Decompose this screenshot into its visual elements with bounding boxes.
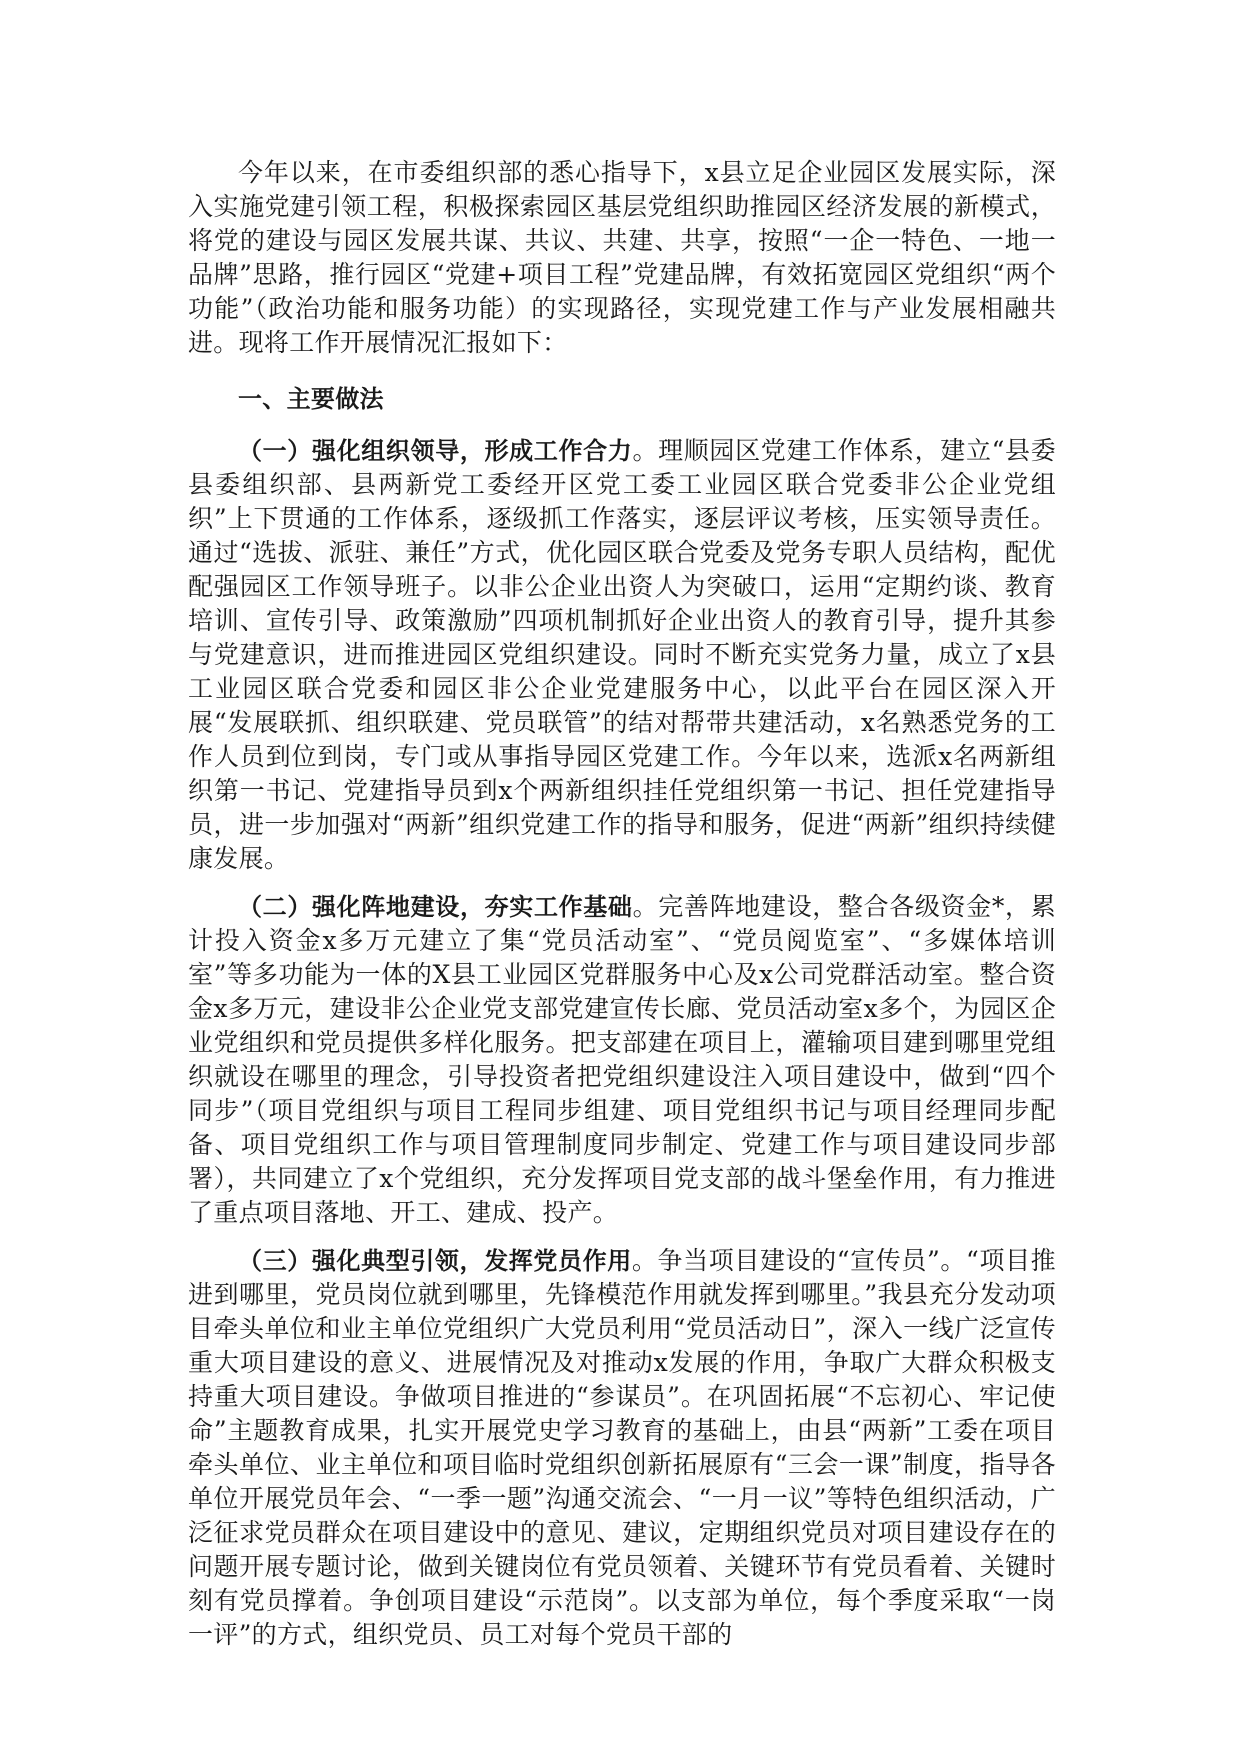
section-paragraph-1 bbox=[188, 434, 1056, 876]
document-page bbox=[188, 156, 1056, 1652]
section-paragraph-2 bbox=[188, 890, 1056, 1230]
section-1-body: 。理顺园区党建工作体系，建立“县委县委组织部、县两新党工委经开区党工委工业园区联合党委非公企业党组织”上下贯通的工作体系，逐级抓工作落实，逐层评议考核，压实领导责任。通过“选拔、派驻、兼任”方式，优化园区联合党委及党务专职人员结构，配优配强园区工作领导班子。以非公企业出资人为突破口，运用“定期约谈、教育培训、宣传引导、政策激励”四项机制抓好企业出资人的教育引导，提升其参与党建意识，进而推进园区党组织建设。同时不断充实党务力量，成立了x县工业园区联合党委和园区非公企业党建服务中心，以此平台在园区深入开展“发展联抓、组织联建、党员联管”的结对帮带共建活动，x名熟悉党务的工作人员到位到岗，专门或从事指导园区党建工作。今年以来，选派x名两新组织第一书记、党建指导员到x个两新组织挂任党组织第一书记、担任党建指导员，进一步加强对“两新”组织党建工作的指导和服务，促进“两新”组织持续健康发展。 bbox=[188, 436, 1056, 873]
section-heading-main-practices: 一、主要做法 bbox=[238, 385, 384, 413]
intro-paragraph: 今年以来，在市委组织部的悉心指导下，x县立足企业园区发展实际，深入实施党建引领工程，积极探索园区基层党组织助推园区经济发展的新模式，将党的建设与园区发展共谋、共议、共建、共享，按照“一企一特色、一地一品牌”思路，推行园区“党建+项目工程”党建品牌，有效拓宽园区党组织“两个功能”（政治功能和服务功能）的实现路径，实现党建工作与产业发展相融共进。现将工作开展情况汇报如下： bbox=[188, 158, 1056, 357]
section-3-body: 。争当项目建设的“宣传员”。“项目推进到哪里，党员岗位就到哪里，先锋模范作用就发挥到哪里。”我县充分发动项目牵头单位和业主单位党组织广大党员利用“党员活动日”，深入一线广泛宣传重大项目建设的意义、进展情况及对推动x发展的作用，争取广大群众积极支持重大项目建设。争做项目推进的“参谋员”。在巩固拓展“不忘初心、牢记使命”主题教育成果，扎实开展党史学习教育的基础上，由县“两新”工委在项目牵头单位、业主单位和项目临时党组织创新拓展原有“三会一课”制度，指导各单位开展党员年会、“一季一题”沟通交流会、“一月一议”等特色组织活动，广泛征求党员群众在项目建设中的意见、建议，定期组织党员对项目建设存在的问题开展专题讨论，做到关键岗位有党员领着、关键环节有党员看着、关键时刻有党员撑着。争创项目建设“示范岗”。以支部为单位，每个季度采取“一岗一评”的方式，组织党员、员工对每个党员干部的 bbox=[188, 1246, 1056, 1649]
section-2-body: 。完善阵地建设，整合各级资金*，累计投入资金x多万元建立了集“党员活动室”、“党员阅览室”、“多媒体培训室”等多功能为一体的X县工业园区党群服务中心及x公司党群活动室。整合资金x多万元，建设非公企业党支部党建宣传长廊、党员活动室x多个，为园区企业党组织和党员提供多样化服务。把支部建在项目上，灌输项目建到哪里党组织就设在哪里的理念，引导投资者把党组织建设注入项目建设中，做到“四个同步”（项目党组织与项目工程同步组建、项目党组织书记与项目经理同步配备、项目党组织工作与项目管理制度同步制定、党建工作与项目建设同步部署），共同建立了x个党组织，充分发挥项目党支部的战斗堡垒作用，有力推进了重点项目落地、开工、建成、投产。 bbox=[188, 892, 1056, 1227]
section-2-lead: （二）强化阵地建设，夯实工作基础 bbox=[238, 893, 633, 921]
section-1-lead: （一）强化组织领导，形成工作合力 bbox=[238, 437, 633, 465]
section-3-lead: （三）强化典型引领，发挥党员作用 bbox=[238, 1247, 632, 1275]
section-paragraph-3 bbox=[188, 1244, 1056, 1652]
